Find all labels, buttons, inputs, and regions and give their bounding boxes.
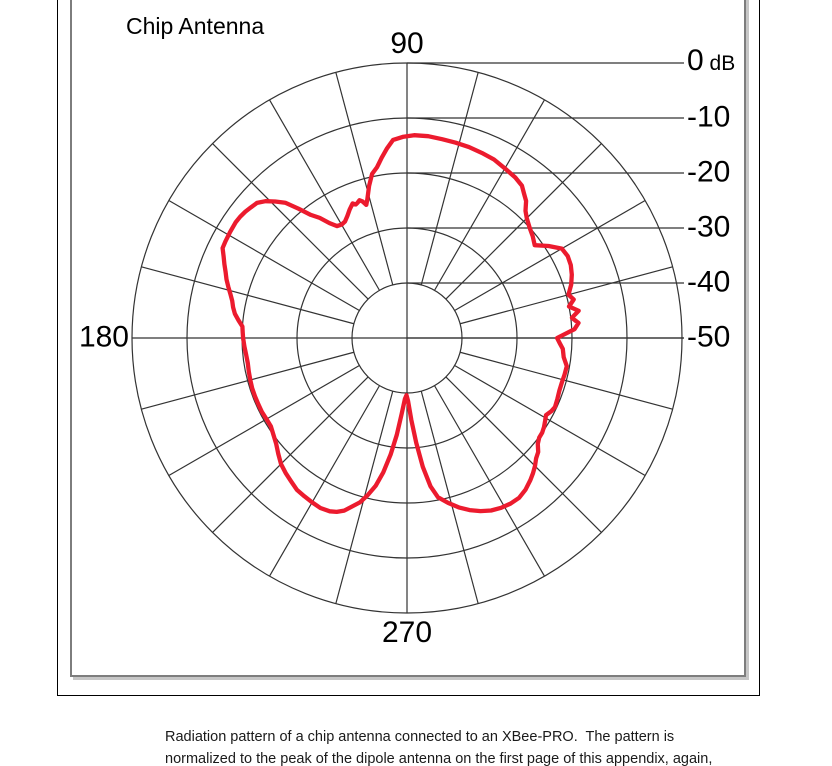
grid-spoke <box>455 201 646 311</box>
radial-tick-value: 0 <box>687 43 704 77</box>
radial-tick-label <box>687 102 730 132</box>
grid-spoke <box>455 366 646 476</box>
chart-title: Chip Antenna <box>126 13 265 39</box>
grid-spoke <box>169 201 360 311</box>
gain-curve <box>223 135 579 512</box>
angle-label-270: 270 <box>381 616 433 649</box>
grid-spoke <box>169 366 360 476</box>
grid-spoke <box>270 386 380 577</box>
radial-tick-value: -20 <box>687 155 731 189</box>
radial-tick-label <box>687 322 730 352</box>
radial-axis-unit: dB <box>703 51 736 75</box>
radial-tick-label <box>687 43 736 79</box>
caption-line-2: normalized to the peak of the dipole antenna on the first page of this appendix, again, <box>165 751 713 766</box>
angle-label-90: 90 <box>390 27 424 60</box>
radial-tick-value: -50 <box>687 320 731 354</box>
radial-tick-label <box>687 157 730 187</box>
grid-spoke <box>460 267 673 324</box>
grid-spoke <box>421 391 478 604</box>
grid-spoke <box>270 100 380 291</box>
grid-spoke <box>446 144 602 300</box>
caption-line-1: Radiation pattern of a chip antenna connected to an XBee-PRO. The pattern is <box>165 729 675 745</box>
angle-label-180: 180 <box>78 320 129 354</box>
radial-tick-label <box>687 212 730 242</box>
radial-tick-label <box>687 267 730 297</box>
radial-tick-value: -30 <box>687 210 731 244</box>
grid-spoke <box>141 267 354 324</box>
grid-spoke <box>435 100 545 291</box>
grid-spoke <box>421 72 478 285</box>
radial-tick-value: -10 <box>687 100 731 134</box>
radial-tick-value: -40 <box>687 265 731 299</box>
grid-spoke <box>336 72 393 285</box>
